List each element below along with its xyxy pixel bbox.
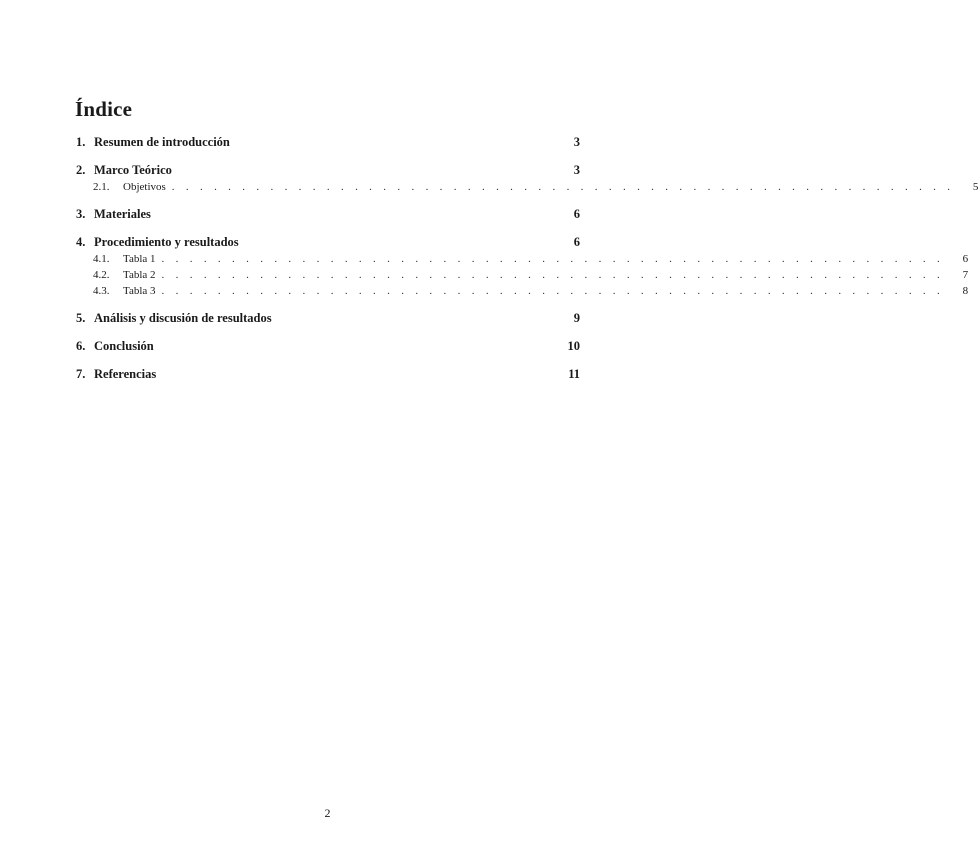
toc-section-title: Marco Teórico	[94, 163, 172, 177]
table-of-contents	[76, 133, 978, 393]
toc-section-page: 6	[573, 207, 580, 221]
toc-section-5[interactable]	[76, 309, 580, 327]
toc-subsection-page: 5	[972, 181, 978, 193]
toc-subsection-title: Tabla 1	[123, 253, 156, 265]
toc-subsection-number: 4.3.	[93, 285, 110, 297]
toc-section-number: 6.	[76, 339, 86, 353]
toc-section-6[interactable]	[76, 337, 580, 355]
toc-section-title: Materiales	[94, 207, 151, 221]
toc-section-title: Procedimiento y resultados	[94, 235, 239, 249]
toc-dot-leader: . . . . . . . . . . . . . . . . . . . . . . . . . . . . . . . . . . . . . . . . . . . . . . . . . . . . . . . .	[171, 181, 955, 193]
toc-section-title: Resumen de introducción	[94, 135, 230, 149]
toc-section-title: Conclusión	[94, 339, 154, 353]
toc-section-1[interactable]	[76, 133, 580, 151]
toc-subsection-number: 2.1.	[93, 181, 110, 193]
toc-section-number: 1.	[76, 135, 86, 149]
toc-section-page: 10	[567, 339, 580, 353]
toc-section-block	[76, 337, 580, 355]
toc-subsection-4-3[interactable]	[76, 283, 969, 299]
toc-subsection-4-2[interactable]	[76, 267, 969, 283]
toc-section-title: Análisis y discusión de resultados	[94, 311, 272, 325]
toc-subsection-title: Objetivos	[123, 181, 166, 193]
toc-section-block	[76, 133, 580, 151]
toc-heading: Índice	[75, 97, 133, 121]
toc-section-page: 3	[573, 163, 580, 177]
toc-section-number: 4.	[76, 235, 86, 249]
toc-section-page: 3	[573, 135, 580, 149]
toc-section-7[interactable]	[76, 365, 580, 383]
toc-section-page: 9	[573, 311, 580, 325]
toc-section-number: 5.	[76, 311, 86, 325]
toc-section-block	[76, 161, 978, 195]
toc-subsection-page: 7	[962, 269, 969, 281]
toc-dot-leader: . . . . . . . . . . . . . . . . . . . . . . . . . . . . . . . . . . . . . . . . . . . . . . . . . . . . . . . .	[161, 253, 945, 265]
toc-section-number: 2.	[76, 163, 86, 177]
toc-subsection-title: Tabla 2	[123, 269, 156, 281]
toc-section-number: 3.	[76, 207, 86, 221]
toc-dot-leader: . . . . . . . . . . . . . . . . . . . . . . . . . . . . . . . . . . . . . . . . . . . . . . . . . . . . . . . .	[161, 285, 945, 297]
toc-subsection-title: Tabla 3	[123, 285, 156, 297]
toc-subsection-number: 4.1.	[93, 253, 110, 265]
toc-subsection-2-1[interactable]	[76, 179, 978, 195]
toc-subsection-number: 4.2.	[93, 269, 110, 281]
toc-section-block	[76, 309, 580, 327]
toc-subsection-4-1[interactable]	[76, 251, 969, 267]
toc-subsection-page: 8	[962, 285, 969, 297]
toc-subsection-page: 6	[962, 253, 969, 265]
toc-section-4[interactable]	[76, 233, 580, 251]
toc-section-page: 11	[568, 367, 580, 381]
toc-section-2[interactable]	[76, 161, 580, 179]
toc-section-number: 7.	[76, 367, 86, 381]
toc-section-page: 6	[573, 235, 580, 249]
page-number: 2	[324, 806, 331, 820]
toc-section-block	[76, 365, 580, 383]
toc-section-block	[76, 233, 969, 299]
toc-section-block	[76, 205, 580, 223]
toc-dot-leader: . . . . . . . . . . . . . . . . . . . . . . . . . . . . . . . . . . . . . . . . . . . . . . . . . . . . . . . .	[161, 269, 945, 281]
toc-section-3[interactable]	[76, 205, 580, 223]
toc-section-title: Referencias	[94, 367, 157, 381]
